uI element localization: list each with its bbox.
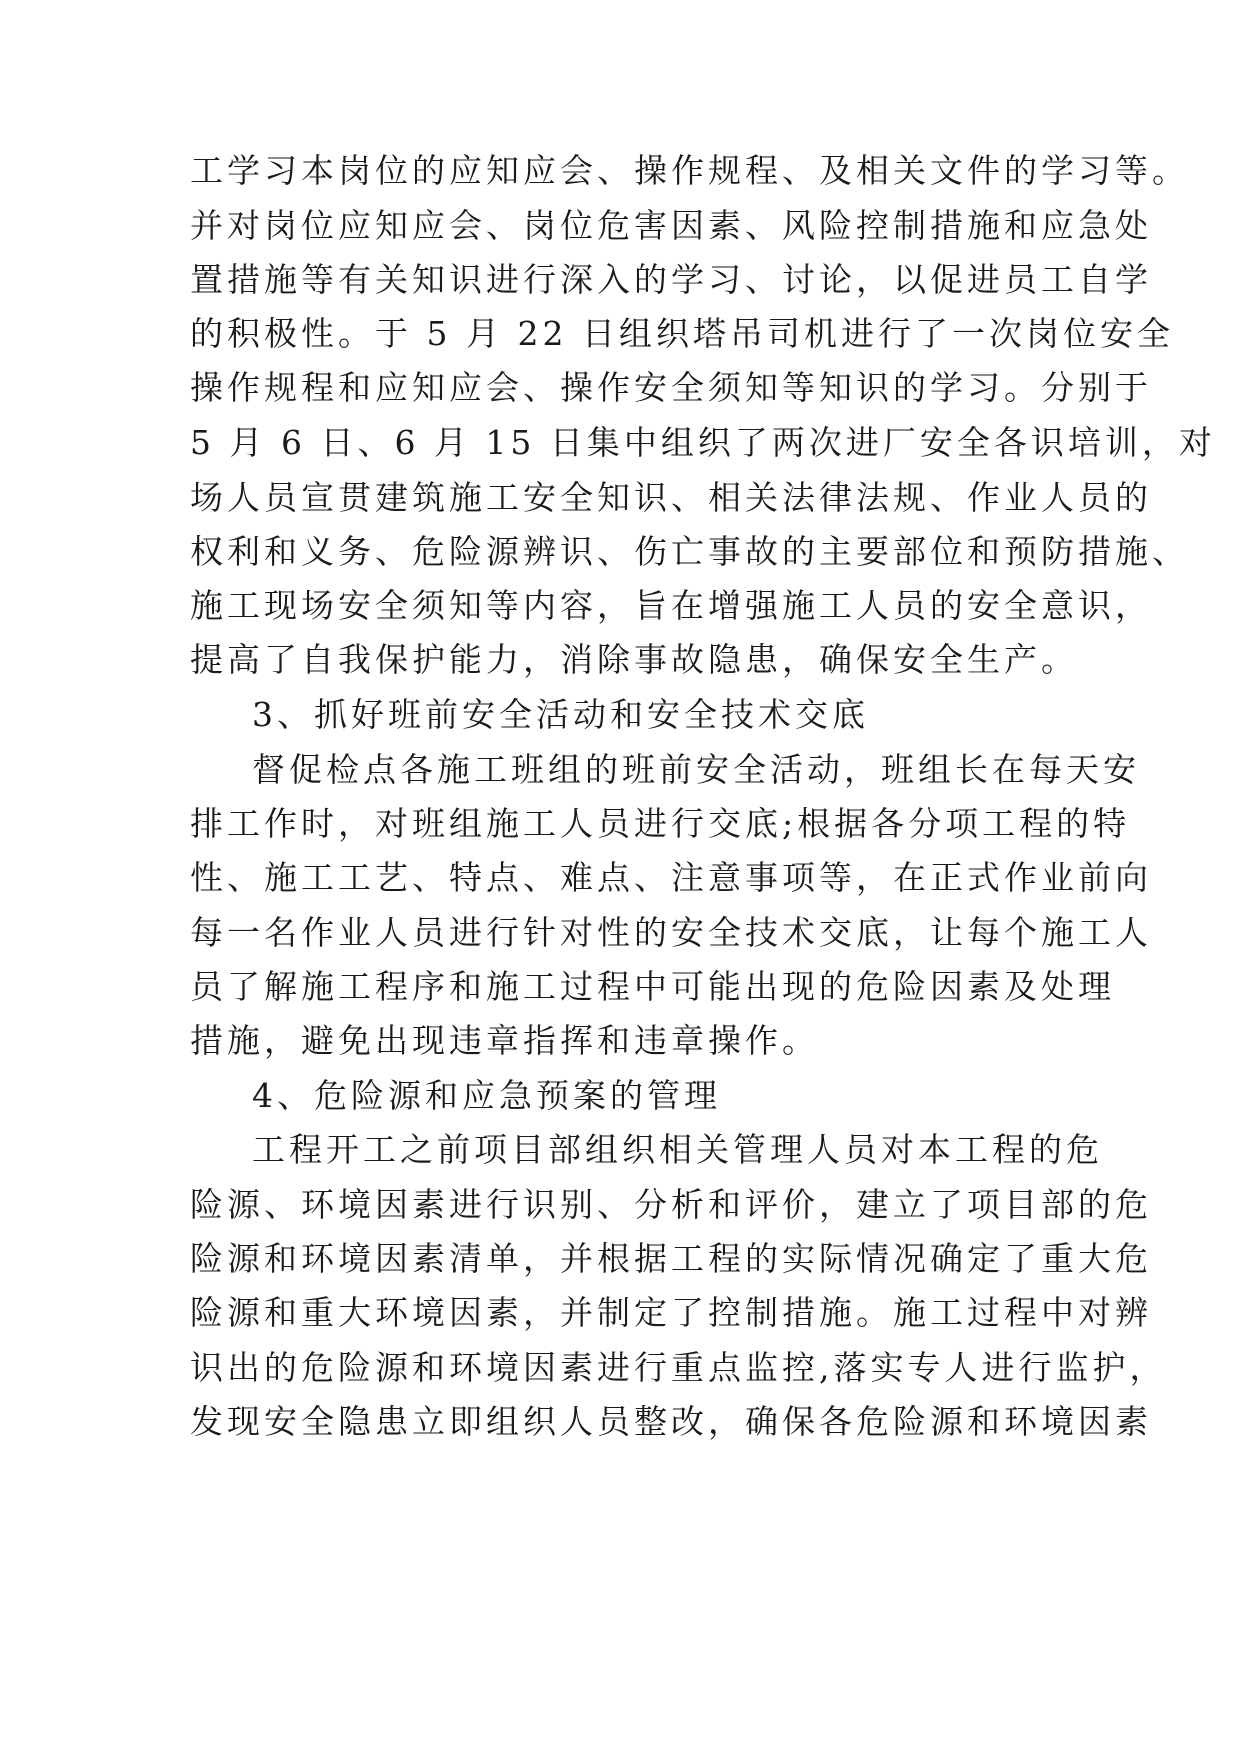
- paragraph-line: 性、施工工艺、特点、难点、注意事项等，在正式作业前向: [190, 858, 1152, 897]
- section-heading: 3、抓好班前安全活动和安全技术交底: [252, 695, 869, 734]
- paragraph-line: 置措施等有关知识进行深入的学习、讨论，以促进员工自学: [190, 260, 1152, 299]
- paragraph-line: 险源、环境因素进行识别、分析和评价，建立了项目部的危: [190, 1185, 1152, 1224]
- paragraph-line: 工程开工之前项目部组织相关管理人员对本工程的危: [252, 1130, 1103, 1169]
- paragraph-line: 工学习本岗位的应知应会、操作规程、及相关文件的学习等。: [190, 151, 1189, 190]
- paragraph-line: 场人员宣贯建筑施工安全知识、相关法律法规、作业人员的: [190, 478, 1152, 517]
- paragraph-line: 并对岗位应知应会、岗位危害因素、风险控制措施和应急处: [190, 206, 1152, 245]
- paragraph-line: 每一名作业人员进行针对性的安全技术交底，让每个施工人: [190, 913, 1152, 952]
- paragraph-line: 险源和重大环境因素，并制定了控制措施。施工过程中对辨: [190, 1293, 1152, 1332]
- paragraph-line: 排工作时，对班组施工人员进行交底;根据各分项工程的特: [190, 804, 1131, 843]
- paragraph-line: 识出的危险源和环境因素进行重点监控,落实专人进行监护，: [190, 1348, 1167, 1387]
- paragraph-line: 措施，避免出现违章指挥和违章操作。: [190, 1021, 819, 1060]
- paragraph-line: 权利和义务、危险源辨识、伤亡事故的主要部位和预防措施、: [190, 532, 1189, 571]
- paragraph-line: 险源和环境因素清单，并根据工程的实际情况确定了重大危: [190, 1239, 1152, 1278]
- section-heading: 4、危险源和应急预案的管理: [252, 1076, 721, 1115]
- paragraph-line: 发现安全隐患立即组织人员整改，确保各危险源和环境因素: [190, 1402, 1152, 1441]
- paragraph-line: 5 月 6 日、6 月 15 日集中组织了两次进厂安全各识培训，对: [190, 423, 1216, 462]
- paragraph-line: 督促检点各施工班组的班前安全活动，班组长在每天安: [252, 750, 1140, 789]
- paragraph-line: 操作规程和应知应会、操作安全须知等知识的学习。分别于: [190, 368, 1152, 407]
- paragraph-line: 的积极性。于 5 月 22 日组织塔吊司机进行了一次岗位安全: [190, 314, 1174, 353]
- paragraph-line: 员了解施工程序和施工过程中可能出现的危险因素及处理: [190, 967, 1115, 1006]
- paragraph-line: 施工现场安全须知等内容，旨在增强施工人员的安全意识，: [190, 586, 1152, 625]
- paragraph-line: 提高了自我保护能力，消除事故隐患，确保安全生产。: [190, 640, 1078, 679]
